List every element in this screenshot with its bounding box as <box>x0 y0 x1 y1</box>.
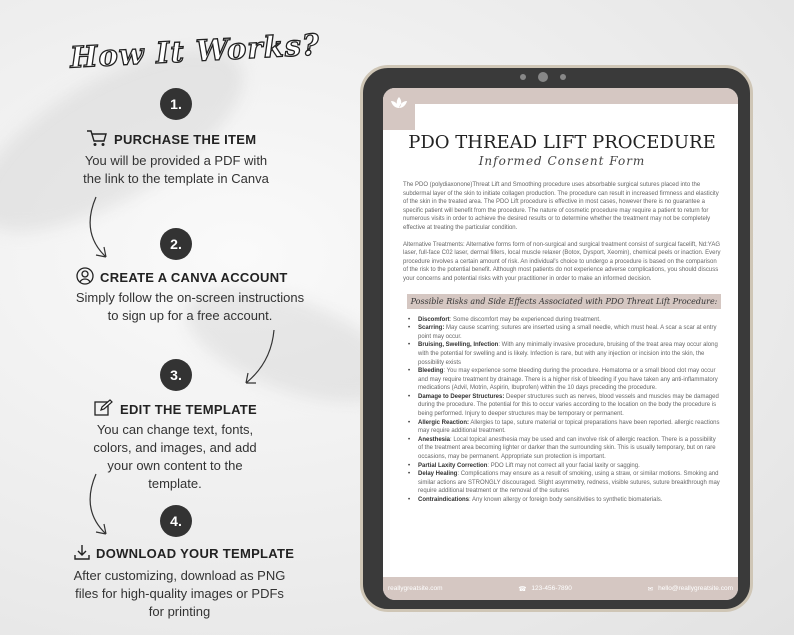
footer-email: hello@reallygreatsite.com <box>658 585 733 592</box>
list-item: • Contraindications: Any known allergy or foreign body sensitivities to synthetic biomaterials. <box>403 496 721 505</box>
step-description: You can change text, fonts, colors, and images, and add your own content to the template. <box>93 422 257 491</box>
camera-dot <box>560 74 566 80</box>
footer-phone: 123-456-7890 <box>531 585 572 592</box>
step-description: Simply follow the on-screen instructions to sign up for a free account. <box>75 290 305 323</box>
list-item: • Partial Laxity Correction: PDO Lift may not correct all your facial laxity or sagging. <box>403 462 721 471</box>
list-item: • Anesthesia: Local topical anesthesia may be used and can involve risk of allergic reaction. There is a possibility of the treatment area becoming lighter or darker than the surrounding skin. This is usually temporary, but on rare occasions, may be permanent. Appropriate sun protection is important. <box>403 436 721 462</box>
step-number: 1. <box>160 88 192 120</box>
document-content <box>383 132 738 505</box>
document-subtitle: Informed Consent Form <box>478 154 646 168</box>
camera-icon <box>538 72 548 82</box>
mail-icon: ✉ <box>647 585 654 593</box>
intro-paragraph: The PDO (polydiaxonone)Threat Lift and Smoothing procedure uses absorbable surgical sutures placed into the subdermal layer of the skin to initiate collagen production. The procedure can result in increased firmness and elasticity of the skin in the treated area. The PDO Lift procedure is effective in most cases, however there is no guarantee a specific patient will benefit from the procedure. The nature of cosmetic procedure may require a patient to return for numerous visits in order to achieve the desired results or to determine whether the treatment may not be completely effective at treating the particular condition. <box>403 182 719 231</box>
edit-icon <box>94 399 114 420</box>
step-description: After customizing, download as PNG files for high-quality images or PDFs for printing <box>73 568 286 619</box>
arrow-icon <box>84 472 114 542</box>
document-footer <box>383 577 738 600</box>
tablet-device <box>360 65 753 612</box>
how-it-works-heading: How It Works? <box>69 27 321 75</box>
list-item: • Bruising, Swelling, Infection: With any minimally invasive procedure, bruising of the treat area may occur along with the potential for swelling and is likely. Infection is rare, but with any injection or incision into the skin, the possibility exists <box>403 341 721 367</box>
download-icon <box>74 544 90 563</box>
step-title: CREATE A CANVA ACCOUNT <box>76 267 288 288</box>
camera-dot <box>520 74 526 80</box>
arrow-icon <box>84 195 114 265</box>
list-item: • Scarring: May cause scarring; sutures are inserted using a small needle, which must heal. A scar a scar at entry point may occur. <box>403 324 721 341</box>
risks-list <box>403 316 721 505</box>
step-title: DOWNLOAD YOUR TEMPLATE <box>74 544 294 563</box>
risks-heading: Possible Risks and Side Effects Associated with PDO Threat Lift Procedure: <box>407 294 721 309</box>
list-item: • Bleeding: You may experience some bleeding during the procedure. Hematoma or a small blood clot may occur and may require treatment by drainage. There is a higher risk of bleeding if you have taken any anti-inflammatory medications (Advil, Motrin, Aspirin, Ibuprofen) within the 10 days preceding the procedure. <box>403 367 721 393</box>
step-title: EDIT THE TEMPLATE <box>94 399 257 420</box>
alternatives-paragraph: Alternative Treatments: Alternative forms form of non-surgical and surgical treatment consist of surgical facelift, Nd:YAG laser, full-face C02 laser, dermal fillers, local muscle relaxer (Botox, Dysport, Xeomin), chemical peels or inaction. Every procedure involves a certain amount of risk. An individual's choice to undergo a procedure is based on the comparison of the risk to the potential benefit. Although most patients do not experience adverse complications, you should discuss your concerns and potential risks with your practitioner in order to make an informed decision. <box>403 241 721 282</box>
cart-icon <box>86 129 108 150</box>
footer-website: reallygreatsite.com <box>388 585 443 592</box>
user-icon <box>76 267 94 288</box>
list-item: • Damage to Deeper Structures: Deeper structures such as nerves, blood vessels and muscles may be damaged during the procedure. The potential for this to occur varies according to the location on the body the procedure is being performed. Injury to deeper structures may be temporary or permanent. <box>403 393 721 419</box>
document-page <box>383 88 738 600</box>
header-band <box>383 88 738 104</box>
list-item: • Delay Healing: Complications may ensure as a result of smoking, using a straw, or similar motions. Smoking and similar actions are STRONGLY discouraged. Slight asymmetry, redness, visible sutures, suture breakthrough may require additional treatment or the removal of the sutures <box>403 470 721 496</box>
spa-logo <box>383 88 415 130</box>
step-number: 3. <box>160 359 192 391</box>
list-item: • Discomfort: Some discomfort may be experienced during treatment. <box>403 316 721 325</box>
list-item: • Allergic Reaction: Allergies to tape, suture material or topical preparations have been reported. allergic reactions may require additional treatment. <box>403 419 721 436</box>
arrow-icon <box>240 328 280 388</box>
document-title: PDO THREAD LIFT PROCEDURE <box>408 132 716 153</box>
phone-icon: ☎ <box>518 585 527 593</box>
step-number: 2. <box>160 228 192 260</box>
step-number: 4. <box>160 505 192 537</box>
step-description: You will be provided a PDF with the link to the template in Canva <box>83 153 269 186</box>
step-title: PURCHASE THE ITEM <box>86 129 256 150</box>
